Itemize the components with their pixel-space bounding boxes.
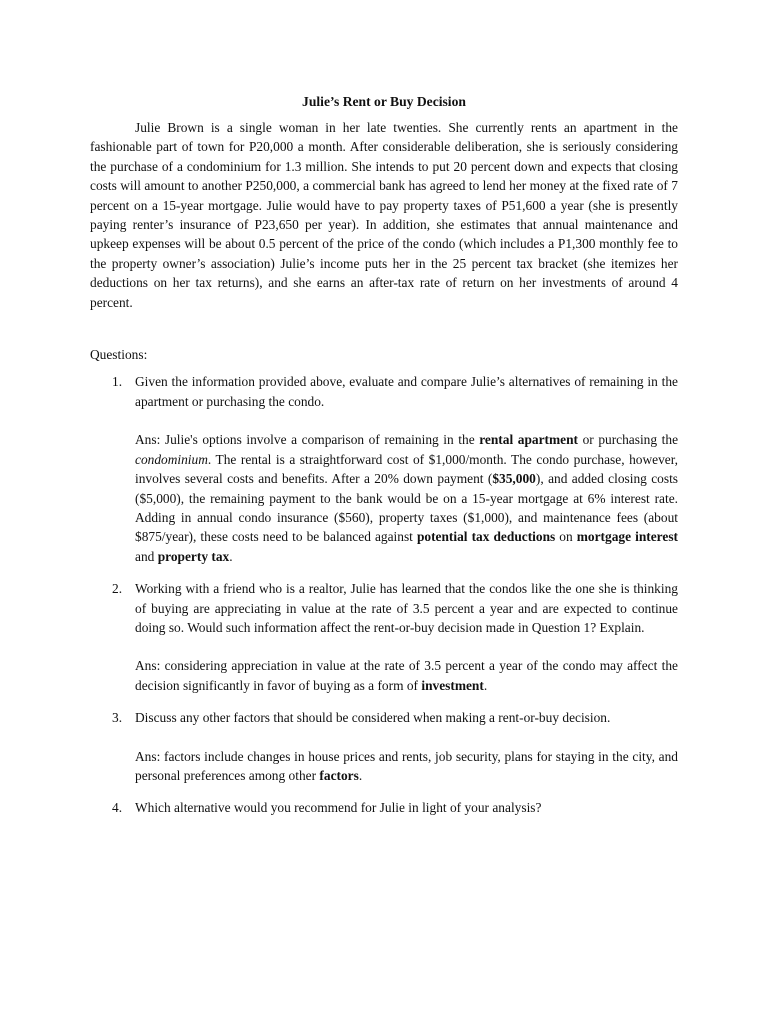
answer-segment: . bbox=[483, 677, 488, 693]
answer-segment: and bbox=[135, 548, 158, 564]
question-number: 4. bbox=[112, 800, 123, 816]
answer-text bbox=[135, 656, 678, 695]
question-number: 3. bbox=[112, 710, 123, 726]
question-number: 2. bbox=[112, 581, 123, 597]
answer-bold-mortgage-interest: mortgage interest bbox=[576, 529, 678, 545]
answer-bold-down-payment: $35,000 bbox=[492, 471, 536, 487]
answer-bold-tax-deductions: potential tax deductions bbox=[416, 529, 556, 545]
answer-italic-condominium: condominium bbox=[135, 451, 208, 467]
answer-bold-rental-apartment: rental apartment bbox=[479, 432, 579, 448]
question-text: Working with a friend who is a realtor, Julie has learned that the condos like the one she is thinking of buying are appreciating in value at the rate of 3.5 percent a year and are expected to continue doing so. Would such information affect the rent-or-buy decision made in Question 1? Explain. bbox=[135, 581, 678, 635]
answer-segment: . The rental is a straightforward cost of $1,000/month. The condo purchase, however, involves several costs and benefits. After a 20% down payment ( bbox=[135, 451, 678, 487]
question-number: 1. bbox=[112, 374, 123, 390]
answer-segment: Ans: considering appreciation in value at the rate of 3.5 percent a year of the condo may affect the decision significantly in favor of buying as a form of bbox=[135, 658, 678, 693]
answer-segment: . bbox=[229, 548, 233, 564]
questions-heading: Questions: bbox=[90, 347, 148, 363]
answer-segment: . bbox=[358, 767, 363, 783]
answer-bold-factors: factors bbox=[319, 767, 359, 783]
answer-segment: or purchasing the bbox=[578, 432, 679, 448]
questions-list bbox=[90, 372, 678, 817]
question-item-2 bbox=[90, 579, 678, 695]
question-item-1 bbox=[90, 372, 678, 566]
question-item-4 bbox=[90, 798, 678, 817]
intro-paragraph: Julie Brown is a single woman in her late twenties. She currently rents an apartment in the fashionable part of town for P20,000 a month. After considerable deliberation, she is seriously considering the purchase of a condominium for 1.3 million. She intends to put 20 percent down and expects that closing costs will amount to another P250,000, a commercial bank has agreed to lend her money at the fixed rate of 7 percent on a 15-year mortgage. Julie would have to pay property taxes of P51,600 a year (she is presently paying renter’s insurance of P23,650 per year). In addition, she estimates that annual maintenance and upkeep expenses will be about 0.5 percent of the price of the condo (which includes a P1,300 monthly fee to the property owner’s association) Julie’s income puts her in the 25 percent tax bracket (she itemizes her deductions on her tax returns), and she earns an after-tax rate of return on her investments of around 4 percent. bbox=[90, 120, 678, 310]
answer-segment: ), and added closing costs ($5,000), the remaining payment to the bank would be on a 15-year mortgage at 6% interest rate. Adding in annual condo insurance ($560), property taxes ($1,000), and maintenance fees (about $875/year), these costs need to be balanced against bbox=[135, 471, 678, 545]
question-item-3 bbox=[90, 708, 678, 785]
answer-segment: Ans: factors include changes in house prices and rents, job security, plans for staying in the city, and personal preferences among other bbox=[135, 748, 678, 783]
answer-segment: Ans: Julie's options involve a comparison of remaining in the bbox=[135, 432, 480, 448]
answer-text bbox=[135, 747, 678, 786]
question-text: Given the information provided above, evaluate and compare Julie’s alternatives of remaining in the apartment or purchasing the condo. bbox=[135, 374, 678, 409]
question-text: Discuss any other factors that should be considered when making a rent-or-buy decision. bbox=[135, 710, 611, 726]
answer-bold-property-tax: property tax bbox=[157, 548, 230, 564]
answer-segment: on bbox=[555, 529, 577, 545]
answer-bold-investment: investment bbox=[421, 677, 484, 693]
question-text: Which alternative would you recommend for Julie in light of your analysis? bbox=[135, 800, 542, 816]
document-title: Julie’s Rent or Buy Decision bbox=[302, 94, 466, 109]
document-page bbox=[90, 92, 678, 831]
answer-text bbox=[135, 430, 678, 566]
